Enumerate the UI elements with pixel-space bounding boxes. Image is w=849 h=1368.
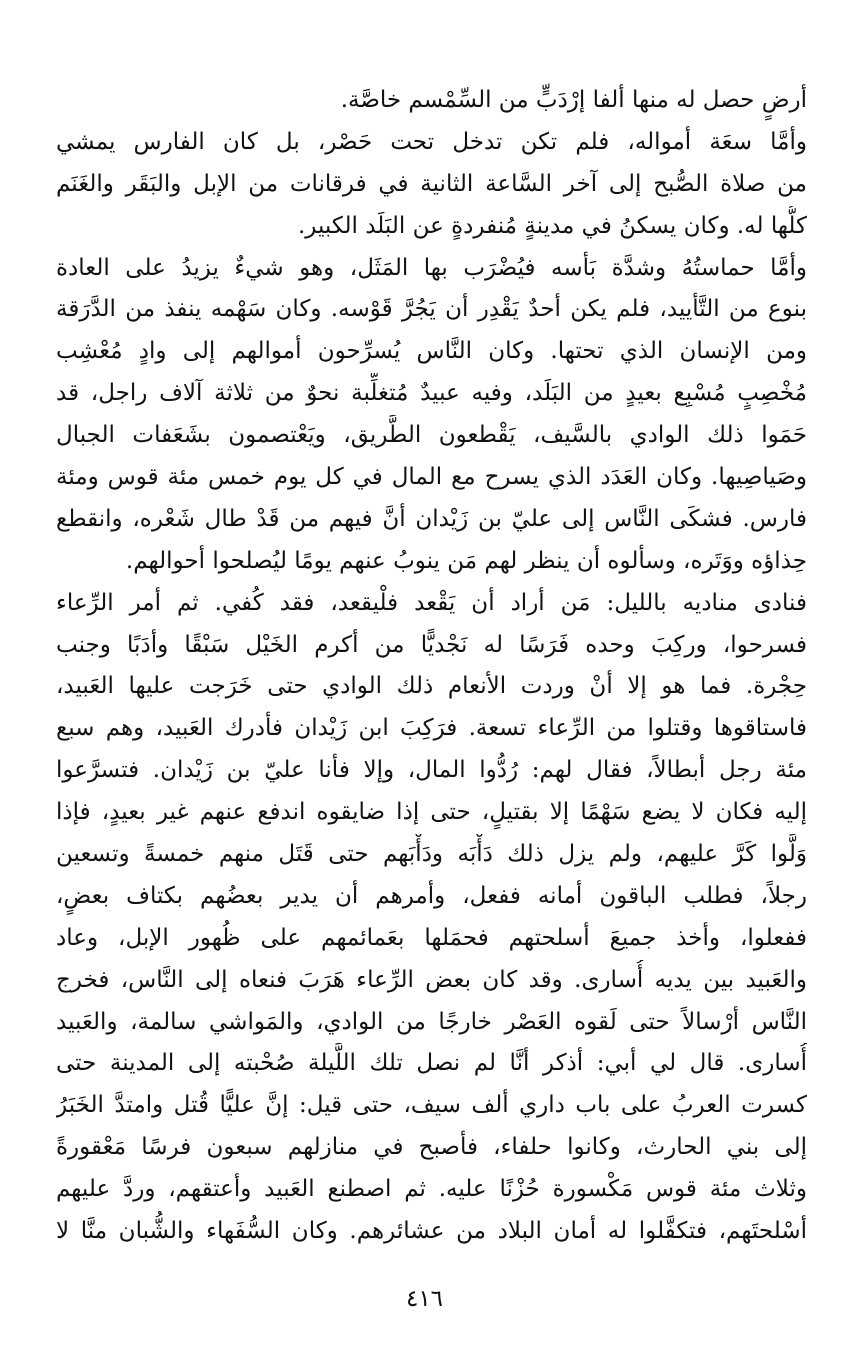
text-line: حَمَوا ذلك الوادي بالسَّيف، يَقْطعون الطَّريق، ويَعْتصمون بشَعَفات الجبال [56, 422, 807, 449]
text-line: وصَياصِيها. وكان العَدَد الذي يسرح مع المال في كل يوم خمس مئة قوس ومئة [56, 464, 807, 491]
text-line: حِجْرة. فما هو إلا أنْ وردت الأنعام ذلك الوادي حتى خَرَجت عليها العَبيد، [56, 673, 807, 700]
text-line: وَلَّوا كَرَّ عليهم، ولم يزل ذلك دَأْبَه ودَأْبَهم حتى قَتَل منهم خمسةً وتسعين [56, 841, 807, 868]
text-line: بنوع من التَّأييد، فلم يكن أحدٌ يَقْدِر أن يَجُرَّ قَوْسه. وكان سَهْمه ينفذ من الدَّرَقة [56, 296, 807, 323]
text-line: رجلاً، فطلب الباقون أمانه ففعل، وأمرهم أن يدير بعضُهم بكتاف بعضٍ، [56, 882, 807, 909]
text-line: فنادى مناديه بالليل: مَن أراد أن يَقْعد فلْيقعد، فقد كُفي. ثم أمر الرِّعاء [56, 589, 807, 616]
page-number: ٤١٦ [405, 1286, 444, 1312]
text-line: مُخْصِبٍ مُسْبِع بعيدٍ من البَلَد، وفيه عبيدٌ مُتغلِّبة نحوٌ من ثلاثة آلاف راجل، قد [56, 380, 807, 407]
text-line: فسرحوا، وركِبَ وحده فَرَسًا له نَجْديًّا من أكرم الخَيْل سَبْقًا وأدَبًا وجنب [56, 631, 807, 658]
text-line: والعَبيد بين يديه أُسارى. وقد كان بعض الرِّعاء هَرَبَ فنعاه إلى النَّاس، فخرج [56, 966, 807, 993]
text-line: أسْلحتَهم، فتكفَّلوا له أمان البلاد من عشائرهم. وكان السُّفَهاء والشُّبان منَّا لا [56, 1218, 807, 1245]
text-line: النَّاس أرْسالاً حتى لَقوه العَصْر خارجًا من الوادي، والمَواشي سالمة، والعَبيد [56, 1008, 807, 1035]
text-line: أُسارى. قال لي أبي: أذكر أنَّا لم نصل تلك اللَّيلة صُحْبته إلى المدينة حتى [56, 1050, 807, 1077]
body-text [56, 80, 807, 1253]
text-line: وأمَّا سعَة أمواله، فلم تكن تدخل تحت حَصْر، بل كان الفارس يمشي [56, 128, 807, 155]
text-line: مئة رجل أبطالاً، فقال لهم: رُدُّوا المال، وإلا فأنا عليّ بن زَيْدان. فتسرَّعوا [56, 757, 807, 784]
text-line: كلُّها له. وكان يسكنُ في مدينةٍ مُنفردةٍ عن البَلَد الكبير. [297, 212, 807, 239]
text-line: وثلاث مئة قوس مَكْسورة حُزْنًا عليه. ثم اصطنع العَبيد وأعتقهم، وردَّ عليهم [56, 1176, 807, 1203]
text-line: من صلاة الصُّبح إلى آخر السَّاعة الثانية في فرقانات من الإبل والبَقَر والغَنَم [56, 170, 807, 197]
text-line: أرضٍ حصل له منها ألفا إرْدَبٍّ من السِّمْسم خاصَّة. [340, 87, 807, 113]
text-line: كسرت العربُ على باب داري ألف سيف، حتى قيل: إنَّ عليًّا قُتل وامتدَّ الخَبَرُ [56, 1092, 807, 1119]
text-line: ففعلوا، وأخذ جميعَ أسلحتهم فحمَلها بعَمائمهم على ظُهور الإبل، وعاد [56, 924, 807, 951]
text-line: وأمَّا حماستُهُ وشدَّة بَأسه فيُضْرَب بها المَثَل، وهو شيءٌ يزيدُ على العادة [56, 254, 807, 281]
text-line: إليه فكان لا يضع سَهْمًا إلا بقتيلٍ، حتى إذا ضايقوه اندفع عنهم غير بعيدٍ، فإذا [56, 799, 807, 826]
text-line: فارس. فشكَى النَّاس إلى عليّ بن زَيْدان أنَّ فيهم من قَدْ طال شَعْره، وانقطع [56, 505, 807, 532]
text-line: حِذاؤه ووَتَره، وسألوه أن ينظر لهم مَن ينوبُ عنهم يومًا ليُصلحوا أحوالهم. [125, 547, 807, 574]
text-line: فاستاقوها وقتلوا من الرِّعاء تسعة. فرَكِبَ ابن زَيْدان فأدرك العَبيد، وهم سبع [56, 715, 807, 742]
text-line: إلى بني الحارث، وكانوا حلفاء، فأصبح في منازلهم سبعون فرسًا مَعْقورةً [56, 1134, 807, 1161]
text-line: ومن الإنسان الذي تحتها. وكان النَّاس يُسرِّحون أموالهم إلى وادٍ مُعْشِب [56, 338, 807, 365]
